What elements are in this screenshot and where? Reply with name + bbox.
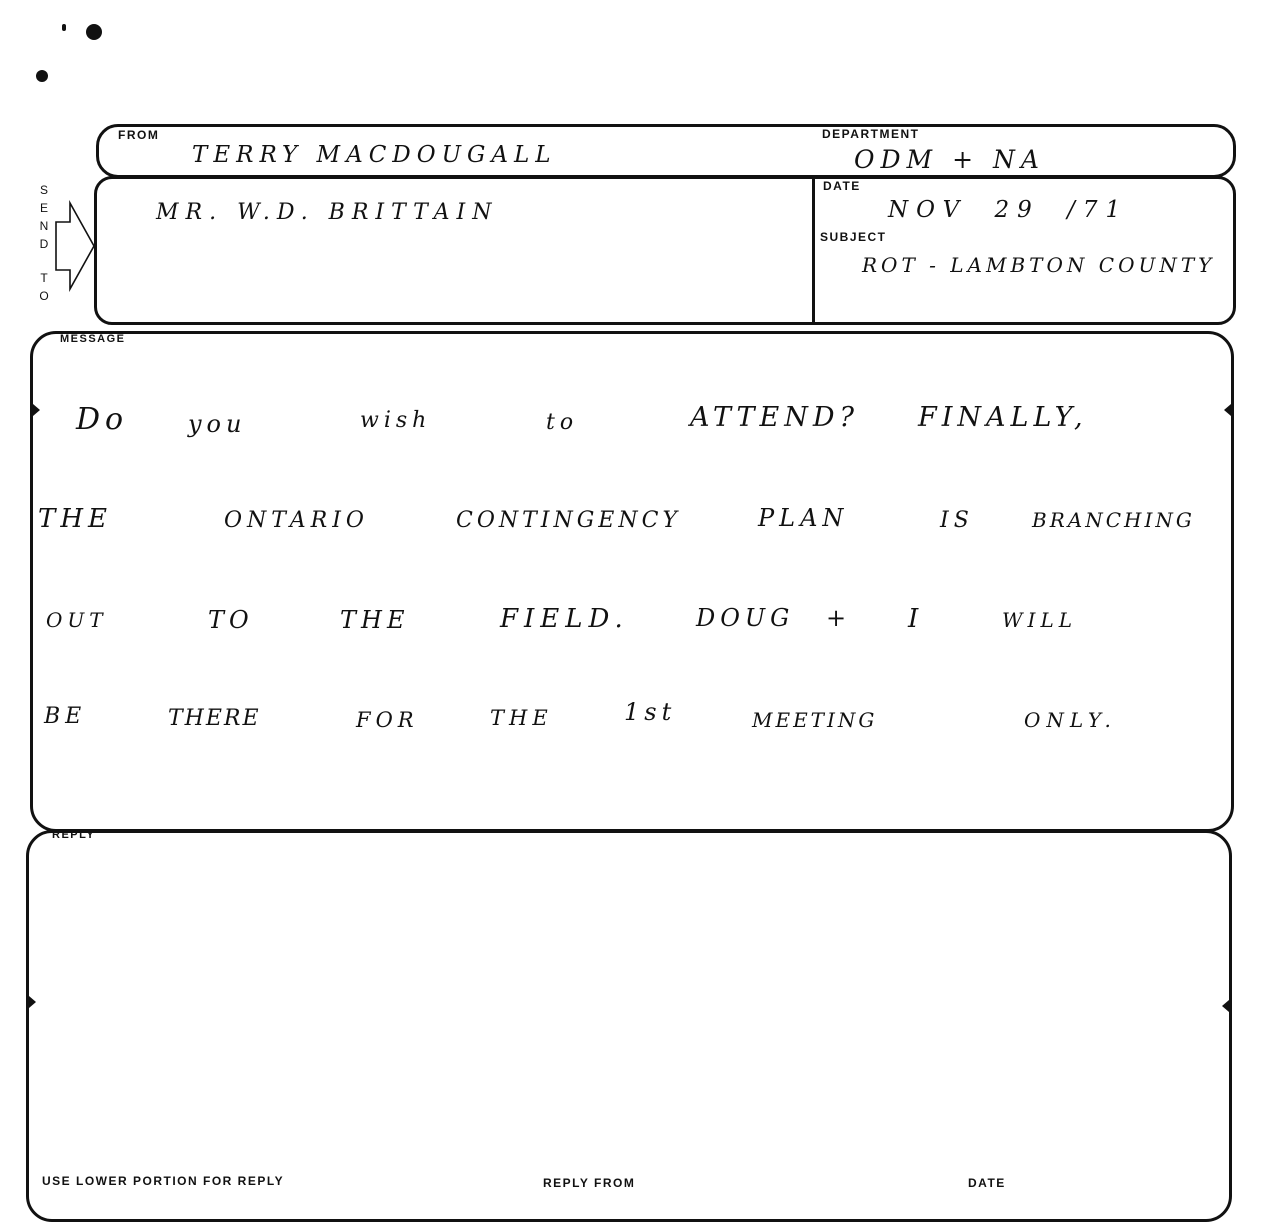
message-word: THE [340,606,410,634]
message-word: THERE [168,706,261,731]
message-word: you [188,410,247,438]
punch-mark-2 [36,70,48,82]
send-to-value: MR. W.D. BRITTAIN [156,200,499,225]
message-word: wish [360,408,432,433]
message-word: MEETING [752,708,878,732]
department-label: DEPARTMENT [822,127,920,141]
message-word: IS [940,508,974,533]
message-word: BE [44,704,87,729]
message-word: OUT [46,608,108,632]
message-word: TO [208,606,254,634]
message-word: CONTINGENCY [456,508,681,533]
message-word: + [826,604,852,632]
date-value: NOV 29 /71 [888,197,1129,223]
message-word: ATTEND? [690,402,859,433]
message-word: ONTARIO [224,508,369,533]
message-word: FIELD. [500,604,629,634]
message-word: I [908,604,924,634]
send-to-letter: S [39,183,48,197]
message-right-notch [1224,404,1231,416]
message-left-notch [33,404,40,416]
message-word: WILL [1002,608,1078,632]
send-to-letter: O [39,289,49,303]
reply-date-label: DATE [968,1176,1006,1190]
message-word: FINALLY, [918,402,1088,433]
subject-value: ROT - LAMBTON COUNTY [862,253,1216,277]
send-to-letter: N [39,219,49,233]
reply-label: REPLY [52,829,96,841]
stray-mark [62,24,66,31]
message-word: PLAN [758,504,849,532]
message-word: THE [38,504,112,534]
message-word: 1st [624,698,677,726]
send-to-letter: D [39,237,49,251]
from-label: FROM [118,128,160,142]
date-label: DATE [823,179,861,193]
message-word: to [546,410,579,435]
department-value: ODM + NA [854,145,1045,174]
message-word: Do [76,402,129,437]
message-word: THE [490,706,553,730]
reply-left-notch [29,996,36,1008]
from-value: TERRY MACDOUGALL [192,142,557,168]
send-to-letter: T [40,271,48,285]
subject-label: SUBJECT [820,230,887,244]
message-word: FOR [356,708,419,732]
message-word: DOUG [696,604,795,632]
reply-instruction: USE LOWER PORTION FOR REPLY [42,1174,285,1188]
send-to-arrow-icon [54,200,98,292]
reply-from-label: REPLY FROM [543,1176,636,1190]
message-word: BRANCHING [1032,508,1195,532]
punch-mark-1 [86,24,102,40]
message-word: ONLY. [1024,708,1117,732]
date-subject-divider [812,178,815,323]
send-to-letter: E [39,201,48,215]
reply-box [26,830,1232,1222]
message-label: MESSAGE [60,333,126,345]
reply-right-notch [1222,1000,1229,1012]
